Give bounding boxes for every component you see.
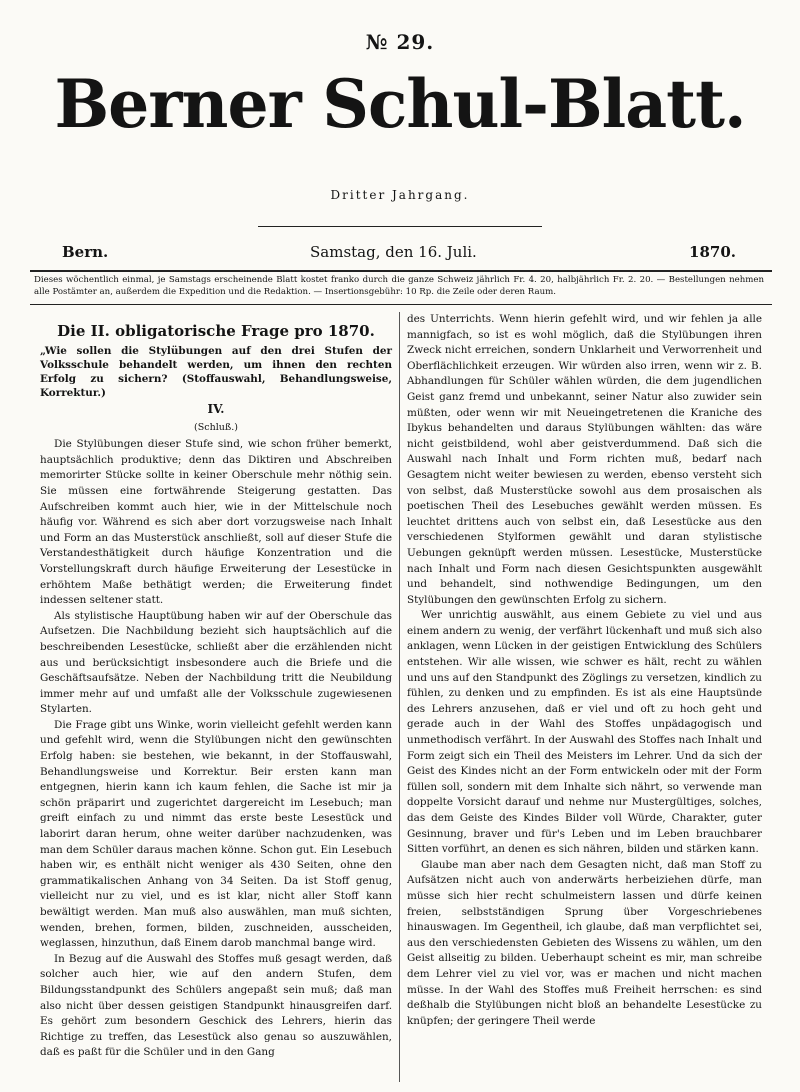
- dateline: [62, 243, 736, 265]
- column-divider: [399, 312, 400, 1082]
- article-title: Die II. obligatorische Frage pro 1870.: [57, 322, 375, 340]
- article-paragraph: Die Frage gibt uns Winke, worin vielleicht gefehlt werden kann und gefehlt wird, wenn die Stylübungen nicht den gewünschten Erfolg haben: sie bestehen, wie bekannt, in der Stoffauswahl, Behandlungsweise und Korrektur. Beir ersten kann man entgegnen, hierin kann ich kaum fehlen, die Sache ist mir ja schön präparirt und zugerichtet dargereicht im Lesebuch; man greift einfach zu und nimmt das erste beste Lesestück und laborirt daran herum, ohne weiter darüber nachzudenken, was man dem Schüler daraus machen könne. Schon gut. Ein Lesebuch haben wir, es enthält nicht weniger als 430 Seiten, ohne den grammatikalischen Anhang von 34 Seiten. Da ist Stoff genug, vielleicht nur zu viel, und es ist klar, nicht aller Stoff kann bewältigt werden. Man muß also auswählen, man muß sichten, wenden, brehen, formen, bilden, zuschneiden, ausscheiden, weglassen, hinzuthun, daß Einem darob manchmal bange wird.: [40, 718, 392, 950]
- article-paragraph: Als stylistische Hauptübung haben wir auf der Oberschule das Aufsetzen. Die Nachbildung bezieht sich hauptsächlich auf die beschreibenden Lesestücke, schließt aber die erzählenden nicht aus und berücksichtigt insbesondere auch die Briefe und die Geschäftsaufsätze. Neben der Nachbildung tritt die Neubildung immer mehr auf und umfaßt alle der Volksschule zugewiesenen Stylarten.: [40, 609, 392, 716]
- article-question: „Wie sollen die Stylübungen auf den drei Stufen der Volksschule behandelt werden, um ihnen den rechten Erfolg zu sichern? (Stoffauswahl, Behandlungsweise, Korrektur.): [40, 345, 392, 399]
- article-conclusion-note: (Schluß.): [194, 421, 238, 433]
- article-paragraph: Die Stylübungen dieser Stufe sind, wie schon früher bemerkt, hauptsächlich produktive; denn das Diktiren und Abschreiben memorirter Stücke sollte in keiner Oberschule mehr nöthig sein. Sie müssen eine fortwährende Steigerung gestatten. Das Aufschreiben kommt auch hier, wie in der Mittelschule noch häufig vor. Während es sich aber dort vorzugsweise nach Inhalt und Form an das Musterstück anschließt, soll auf dieser Stufe die Verstandesthätigkeit durch häufige Konzentration und die Vorstellungskraft durch häufige Erweiterung der Lesestücke in erhöhtem Maße bethätigt werden; die Erweiterung findet indessen seltener statt.: [40, 438, 392, 607]
- article-paragraph: Glaube man aber nach dem Gesagten nicht, daß man Stoff zu Aufsätzen nicht auch von anderwärts herbeiziehen dürfe, man müsse sich hier recht schulmeistern lassen und dürfe keinen freien, selbstständigen Sprung über Vorgeschriebenes hinauswagen. Im Gegentheil, ich glaube, daß man verpflichtet sei, aus den verschiedensten Gebieten des Wissens zu wählen, um den Geist allseitig zu bilden. Ueberhaupt scheint es mir, man schreibe dem Lehrer viel zu viel vor, was er machen und nicht machen müsse. In der Wahl des Stoffes muß Freiheit herrschen: es sind deßhalb die Stylübungen nicht bloß an behandelte Lesestücke zu knüpfen; der geringere Theil werde: [407, 858, 762, 1027]
- article-paragraph: Wer unrichtig auswählt, aus einem Gebiete zu viel und aus einem andern zu wenig, der verfährt lückenhaft und muß sich also anklagen, wenn Lücken in der geistigen Entwicklung des Schülers entstehen. Wir alle wissen, wie schwer es hält, recht zu wählen und uns auf den Standpunkt des Zöglings zu versetzen, kindlich zu fühlen, zu denken und zu empfinden. Es ist als eine Hauptsünde des Lehrers anzusehen, daß er viel und oft zu hoch geht und gerade auch in der Wahl des Stoffes unpädagogisch und unmethodisch verfährt. In der Auswahl des Stoffes nach Inhalt und Form zeigt sich ein Theil des Meisters im Lehrer. Und da sich der Geist des Kindes nicht an der Form entwickeln oder mit der Form füllen soll, sondern mit dem Inhalte sich nährt, so verwende man doppelte Vorsicht darauf und nehme nur Mustergültiges, solches, das dem Geiste des Kindes Bilder voll Würde, Charakter, guter Gesinnung, braver und für's Leben und im Leben brauchbarer Sitten vorführt, an denen es sich nähren, bilden und stärken kann.: [407, 609, 762, 856]
- issue-number: № 29.: [365, 30, 435, 54]
- dateline-date: Samstag, den 16. Juli.: [310, 243, 477, 261]
- notice-rule: [30, 304, 772, 305]
- header-rule: [30, 270, 772, 272]
- article-continuation: des Unterrichts. Wenn hierin gefehlt wird, und wir fehlen ja alle mannigfach, so ist es wohl möglich, daß die Stylübungen ihren Zweck nicht erreichen, sondern Unklarheit und Verworrenheit und Oberflächlichkeit erzeugen. Wir würden also irren, wenn wir z. B. Abhandlungen für Schüler wählen würden, die dem jugendlichen Geist ganz fremd und unbekannt, seiner Natur also zuwider sein müßten, oder wenn wir mit Neueingetretenen die Kraniche des Ibykus behandelten und daraus Stylübungen wählten: das wäre nicht geistbildend, wohl aber geistverdummend. Daß sich die Auswahl nach Inhalt und Form richten muß, bedarf nach Gesagtem nicht weiter bewiesen zu werden, ebenso versteht sich von selbst, daß Musterstücke sowohl aus dem prosaischen als poetischen Theil des Lesebuches gewählt werden müssen. Es leuchtet drittens auch von selbst ein, daß Lesestücke aus den verschiedenen Stylformen gewählt und daran stylistische Uebungen geknüpft werden müssen. Lesestücke, Musterstücke nach Inhalt und Form nach diesen Gesichtspunkten ausgewählt und behandelt, sind nothwendige Bedingungen, um den Stylübungen den gewünschten Erfolg zu sichern.: [407, 313, 762, 606]
- article-part-number: IV.: [207, 402, 225, 416]
- dateline-year: 1870.: [689, 243, 736, 261]
- masthead-title: Berner Schul-Blatt.: [54, 65, 746, 143]
- dateline-place: Bern.: [62, 243, 109, 261]
- article-paragraph: In Bezug auf die Auswahl des Stoffes muß gesagt werden, daß solcher auch hier, wie auf den andern Stufen, dem Bildungsstandpunkt des Schülers angepaßt sein muß; daß man also nicht über dessen geistigen Standpunkt hinausgreifen darf. Es gehört zum besondern Geschick des Lehrers, hierin das Richtige zu treffen, das Lesestück also genau so auszuwählen, daß es paßt für die Schüler und in den Gang: [40, 952, 392, 1059]
- subscription-notice: Dieses wöchentlich einmal, je Samstags erscheinende Blatt kostet franko durch die ganze Schweiz jährlich Fr. 4. 20, halbjährlich Fr. 2. 20. — Bestellungen nehmen alle Postämter an, außerdem die Expedition und die Redaktion. — Insertionsgebühr: 10 Rp. die Zeile oder deren Raum.: [34, 275, 764, 297]
- masthead-rule: [258, 226, 542, 227]
- article-column-left: [40, 312, 392, 1061]
- article-column-right: [407, 312, 762, 1029]
- volume-subtitle: Dritter Jahrgang.: [330, 188, 470, 202]
